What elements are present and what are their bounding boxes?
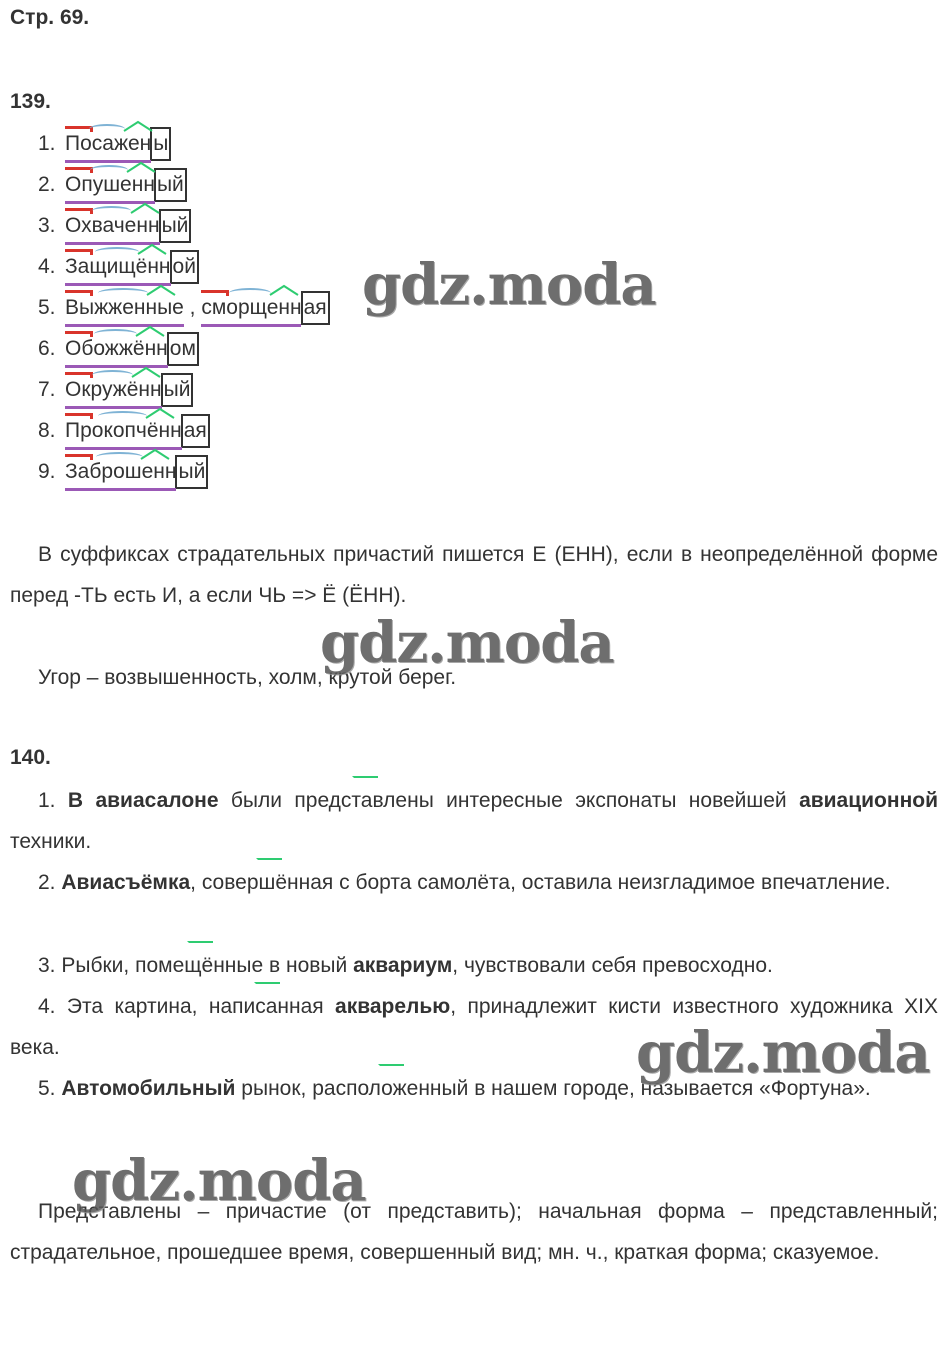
ending-box: ый bbox=[159, 209, 192, 243]
separator: , bbox=[183, 296, 202, 319]
item-number: 7. bbox=[38, 378, 56, 401]
ending-box: ый bbox=[161, 373, 194, 407]
prefix-mark bbox=[65, 454, 93, 460]
suffix-mark bbox=[131, 366, 161, 378]
prefix-mark bbox=[65, 290, 93, 296]
parsed-word bbox=[65, 206, 191, 246]
word-stem: Заброшенн bbox=[65, 460, 177, 484]
root-mark bbox=[98, 288, 148, 298]
word-stem: Выжженные bbox=[65, 296, 184, 320]
word-item bbox=[38, 329, 199, 369]
root-mark bbox=[96, 452, 143, 462]
word-stem: Прокопчённ bbox=[65, 419, 182, 443]
sentence-3: 3. Рыбки, помещённые в новый аквариум, чувствовали себя превосходно. bbox=[10, 945, 938, 986]
root-mark bbox=[95, 247, 140, 257]
root-mark bbox=[229, 288, 271, 298]
base-underline bbox=[65, 488, 176, 491]
word-stem: Окружённ bbox=[65, 378, 162, 402]
ending-box: ая bbox=[301, 291, 330, 325]
participle-mark: представлены bbox=[294, 780, 433, 821]
word-stem: Защищённ bbox=[65, 255, 171, 279]
parsed-word bbox=[65, 329, 199, 369]
word-item bbox=[38, 165, 187, 205]
word-item bbox=[38, 124, 171, 164]
parsed-word bbox=[65, 165, 187, 205]
item-number: 1. bbox=[38, 132, 56, 155]
note-paragraph: Угор – возвышенность, холм, крутой берег. bbox=[38, 666, 457, 689]
word-stem: Обожжённ bbox=[65, 337, 168, 361]
parsed-word bbox=[65, 411, 210, 451]
suffix-mark bbox=[145, 407, 175, 419]
word-item bbox=[38, 247, 199, 287]
word-stem: Охваченн bbox=[65, 214, 160, 238]
word-item bbox=[38, 452, 208, 492]
item-number: 6. bbox=[38, 337, 56, 360]
word-item bbox=[38, 411, 210, 451]
prefix-mark bbox=[65, 249, 93, 255]
rule-paragraph: В суффиксах страдательных причастий пишется Е (ЕНН), если в неопределённой форме перед -ТЬ есть И, а если ЧЬ => Ё (ЁНН). bbox=[10, 543, 938, 607]
sentence-5: 5. Автомобильный рынок, расположенный в нашем городе, называется «Фортуна». bbox=[10, 1068, 938, 1109]
root-mark bbox=[94, 329, 137, 339]
parsed-word bbox=[65, 370, 193, 410]
item-number: 5. bbox=[38, 296, 56, 319]
root-mark bbox=[92, 206, 132, 216]
exercise-140-number: 140. bbox=[10, 746, 51, 769]
participle-mark: совершённая bbox=[202, 862, 333, 903]
suffix-mark bbox=[269, 284, 299, 296]
prefix-mark bbox=[201, 290, 229, 296]
page-ref: Стр. 69. bbox=[10, 6, 90, 29]
watermark: gdz.moda bbox=[72, 1148, 366, 1214]
ending-box: ы bbox=[150, 127, 171, 161]
base-underline bbox=[201, 324, 301, 327]
ending-box: ой bbox=[170, 250, 199, 284]
word-item bbox=[38, 370, 193, 410]
base-underline bbox=[65, 324, 184, 327]
watermark: gdz.moda bbox=[320, 610, 614, 676]
ending-box: ом bbox=[167, 332, 199, 366]
prefix-mark bbox=[65, 167, 93, 173]
suffix-mark bbox=[126, 161, 156, 173]
prefix-mark bbox=[65, 372, 93, 378]
parsed-word bbox=[65, 288, 184, 328]
parsed-word bbox=[65, 247, 199, 287]
sentence-4: 4. Эта картина, написанная акварелью, принадлежит кисти известного художника XIX века. bbox=[10, 986, 938, 1068]
prefix-mark bbox=[65, 413, 93, 419]
suffix-mark bbox=[135, 325, 165, 337]
item-number: 4. bbox=[38, 255, 56, 278]
ending-box: ый bbox=[175, 455, 208, 489]
item-number: 3. bbox=[38, 214, 56, 237]
item-number: 9. bbox=[38, 460, 56, 483]
root-mark bbox=[89, 124, 125, 134]
word-stem: сморщенн bbox=[201, 296, 302, 320]
suffix-mark bbox=[146, 284, 176, 296]
root-mark bbox=[98, 411, 147, 421]
parsed-word bbox=[65, 124, 171, 164]
parsed-word bbox=[201, 288, 329, 328]
sentence-2: 2. Авиасъёмка, совершённая с борта самолёта, оставила неизгладимое впечатление. bbox=[10, 862, 938, 903]
analysis-paragraph: Представлены – причастие (от представить); начальная форма – представленный; страдательное, прошедшее время, совершенный вид; мн. ч., краткая форма; сказуемое. bbox=[10, 1200, 938, 1264]
suffix-mark bbox=[137, 243, 167, 255]
participle-mark: расположенный bbox=[312, 1068, 468, 1109]
suffix-mark bbox=[123, 120, 153, 132]
suffix-mark bbox=[140, 448, 170, 460]
watermark: gdz.moda bbox=[362, 252, 656, 318]
prefix-mark bbox=[65, 331, 93, 337]
suffix-mark bbox=[130, 202, 160, 214]
item-number: 8. bbox=[38, 419, 56, 442]
word-item bbox=[38, 288, 330, 328]
root-mark bbox=[92, 370, 133, 380]
word-stem: Опушенн bbox=[65, 173, 155, 197]
word-stem: Посажен bbox=[65, 132, 152, 156]
ending-box: ый bbox=[154, 168, 187, 202]
item-number: 2. bbox=[38, 173, 56, 196]
participle-mark: помещённые bbox=[135, 945, 263, 986]
ending-box: ая bbox=[181, 414, 210, 448]
parsed-word bbox=[65, 452, 208, 492]
exercise-139-number: 139. bbox=[10, 90, 51, 113]
word-item bbox=[38, 206, 191, 246]
root-mark bbox=[90, 165, 128, 175]
sentence-1: 1. В авиасалоне были представлены интересные экспонаты новейшей авиационной техники. bbox=[10, 780, 938, 862]
prefix-mark bbox=[65, 208, 93, 214]
participle-mark: написанная bbox=[209, 986, 324, 1027]
watermark: gdz.moda bbox=[636, 1020, 930, 1086]
